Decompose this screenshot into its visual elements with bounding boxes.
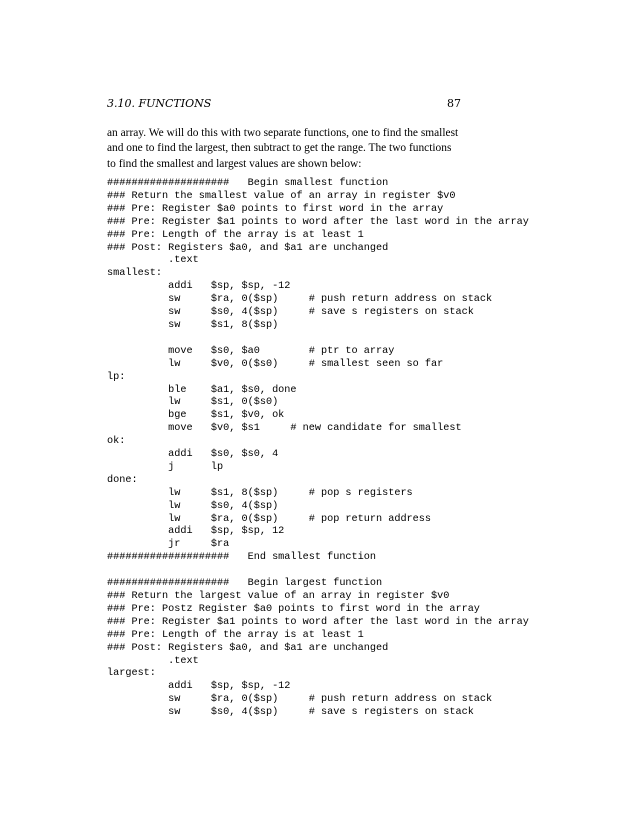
intro-line: an array. We will do this with two separate functions, one to find the smallest [107,127,459,139]
page-header [107,97,461,113]
code-line: ### Pre: Register $a0 points to first word in the array [107,203,444,215]
code-line: lp: [107,371,126,383]
code-line: jr $ra [107,539,230,551]
code-line: sw $ra, 0($sp) # push return address on stack [107,294,493,306]
code-line: lw $v0, 0($s0) # smallest seen so far [107,358,444,370]
code-line: ble $a1, $s0, done [107,384,297,396]
code-line: lw $ra, 0($sp) # pop return address [107,513,432,525]
code-line: ok: [107,436,126,448]
code-line: sw $s0, 4($sp) # save s registers on stack [107,307,474,319]
code-line: ### Return the largest value of an array in register $v0 [107,591,450,602]
code-line [107,565,529,578]
code-line: ### Pre: Postz Register $a0 points to first word in the array [107,603,480,615]
intro-line: and one to find the largest, then subtract to get the range. The two functions [107,142,452,155]
code-line: #################### Begin smallest function [107,178,389,189]
code-line: #################### Begin largest function [107,578,383,590]
code-line: lw $s1, 8($sp) # pop s registers [107,487,413,499]
code-line: sw $s0, 4($sp) # save s registers on stack [107,707,474,719]
code-line: ### Post: Registers $a0, and $a1 are unchanged [107,642,389,654]
code-line: ### Pre: Length of the array is at least 1 [107,629,364,641]
code-line: ### Return the smallest value of an array in register $v0 [107,190,456,202]
intro-line: to find the smallest and largest values are shown below: [107,157,362,170]
code-line: ### Pre: Length of the array is at least 1 [107,229,364,241]
code-line: done: [107,474,138,486]
code-line: ### Pre: Register $a1 points to word after the last word in the array [107,216,529,228]
code-line: addi $sp, $sp, 12 [107,526,285,538]
code-line: smallest: [107,268,163,280]
code-line: addi $sp, $sp, -12 [107,681,291,693]
code-line: largest: [107,668,156,680]
code-line: move $s0, $a0 # ptr to array [107,345,395,357]
code-line: move $v0, $s1 # new candidate for smallest [107,423,462,435]
page-number: 87 [447,97,461,110]
code-line: addi $s0, $s0, 4 [107,449,279,461]
code-line: .text [107,655,199,667]
code-line: sw $s1, 8($sp) [107,319,279,331]
code-line: #################### End smallest function [107,552,376,564]
code-line: ### Post: Registers $a0, and $a1 are unchanged [107,242,389,254]
code-line: lw $s1, 0($s0) [107,397,279,409]
code-line: addi $sp, $sp, -12 [107,281,291,293]
code-line: ### Pre: Register $a1 points to word after the last word in the array [107,616,529,628]
code-line: bge $s1, $v0, ok [107,410,285,422]
code-line: lw $s0, 4($sp) [107,500,279,512]
code-listing [107,178,529,720]
intro-paragraph [107,126,467,172]
running-section-title: 3.10. FUNCTIONS [107,97,212,110]
code-line: sw $ra, 0($sp) # push return address on stack [107,694,493,706]
code-line: j lp [107,461,224,473]
code-line [107,333,529,346]
code-line: .text [107,255,199,267]
